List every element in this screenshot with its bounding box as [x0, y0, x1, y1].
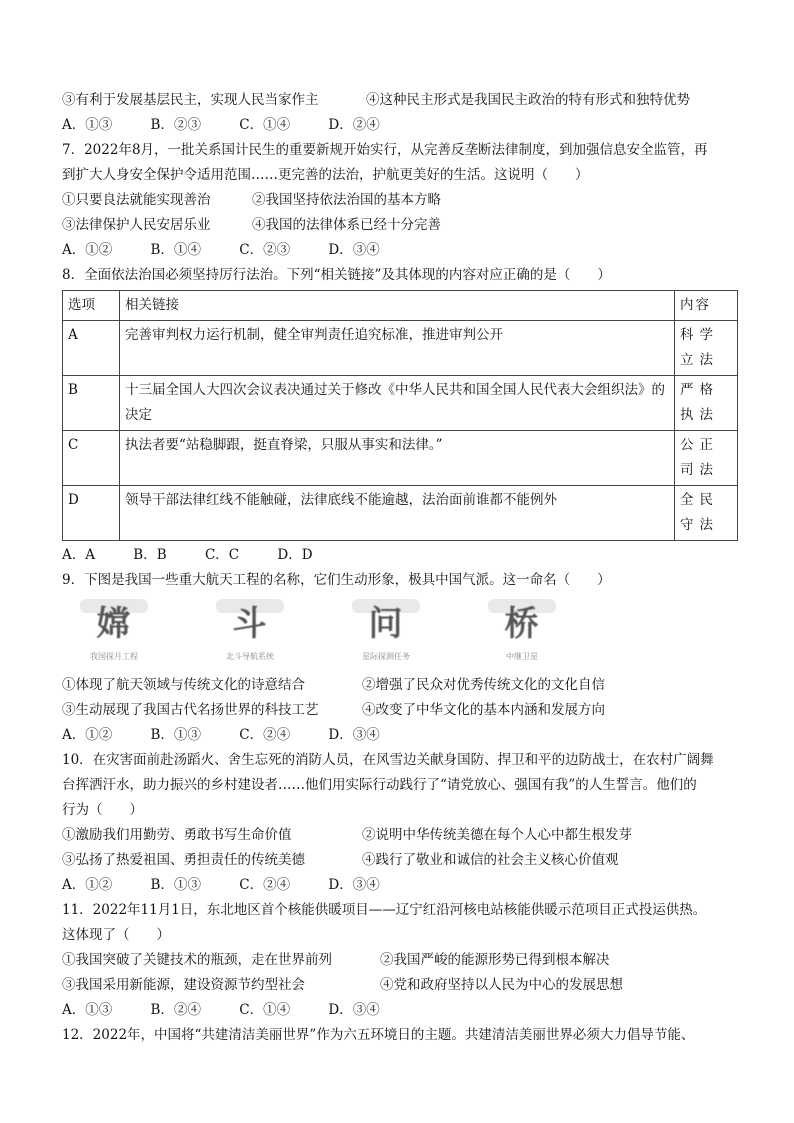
- q10-option-2: ②说明中华传统美德在每个人心中都生根发芽: [362, 827, 632, 843]
- q8-row-b-content: 严格执法: [675, 376, 738, 431]
- q11-option-4: ④党和政府坚持以人民为中心的发展思想: [380, 977, 623, 993]
- q8-row-d-content: 全民守法: [675, 486, 738, 541]
- q9-image-3-caption: 星际探测任务: [362, 652, 410, 661]
- q8-table: [62, 290, 738, 541]
- q9-image-2: [206, 597, 294, 667]
- q7-stem-line-2: 到扩大人身安全保护令适用范围……更完善的法治，护航更美好的生活。这说明（ ）: [62, 167, 589, 183]
- q6-choice-a: A．①③: [62, 117, 113, 133]
- q11-choice-d: D．③④: [328, 1002, 380, 1018]
- q10-option-3: ③弘扬了热爱祖国、勇担责任的传统美德: [62, 852, 305, 868]
- q9-image-1: [70, 597, 158, 667]
- q7-option-1: ①只要良法就能实现善治: [62, 192, 211, 208]
- q9-options-row-1: [62, 673, 742, 698]
- q8-row-a-link: 完善审判权力运行机制，健全审判责任追究标准，推进审判公开: [120, 321, 675, 376]
- q10-stem-line-1: 10．在灾害面前赴汤蹈火、舍生忘死的消防人员，在风雪边关献身国防、捍卫和平的边防战士，在农村广阔舞: [62, 752, 714, 768]
- q6-choice-c: C．①④: [239, 117, 291, 133]
- q6-choice-d: D．②④: [328, 117, 380, 133]
- q8-header-option: 选项: [63, 291, 120, 321]
- q11-options-row-1: [62, 948, 742, 973]
- q8-row-c-link: 执法者要“站稳脚跟，挺直脊梁，只服从事实和法律。”: [120, 431, 675, 486]
- q9-options-row-2: [62, 698, 742, 723]
- q7-choice-c: C．②③: [239, 242, 291, 258]
- q9-image-2-caption: 北斗导航系统: [226, 652, 274, 661]
- q9-image-1-char: 嫦: [96, 604, 132, 644]
- q10-options-row-1: [62, 823, 742, 848]
- q10-options-row-2: [62, 848, 742, 873]
- q8-choice-a: A．A: [62, 547, 95, 563]
- q6-choice-b: B．②③: [150, 117, 201, 133]
- q10-option-4: ④践行了敬业和诚信的社会主义核心价值观: [362, 852, 619, 868]
- q9-image-4-caption: 中继卫星: [506, 652, 538, 661]
- q11-option-1: ①我国突破了关键技术的瓶颈，走在世界前列: [62, 952, 332, 968]
- q9-option-4: ④改变了中华文化的基本内涵和发展方向: [362, 702, 605, 718]
- q8-stem: 8．全面依法治国必须坚持厉行法治。下列“相关链接”及其体现的内容对应正确的是（ ）: [62, 267, 611, 283]
- q9-choice-d: D．③④: [328, 727, 380, 743]
- q7-option-2: ②我国坚持依法治国的基本方略: [252, 192, 441, 208]
- q9-image-3-char: 问: [368, 604, 404, 644]
- q6-options-row-2: [62, 88, 742, 113]
- q9-option-1: ①体现了航天领域与传统文化的诗意结合: [62, 677, 305, 693]
- q12-stem-line-1: 12．2022年，中国将“共建清洁美丽世界”作为六五环境日的主题。共建清洁美丽世界必须大力倡导节能、: [62, 1027, 695, 1043]
- q8-choice-c: C．C: [204, 547, 240, 563]
- q11-choice-b: B．②④: [150, 1002, 201, 1018]
- q9-option-2: ②增强了民众对优秀传统文化的文化自信: [362, 677, 605, 693]
- q11-stem-line-1: 11．2022年11月1日，东北地区首个核能供暖项目——辽宁红沿河核电站核能供暖示范项目正式投运供热。: [62, 902, 707, 918]
- q10-choice-d: D．③④: [328, 877, 380, 893]
- q8-row-b-option: B: [63, 376, 120, 431]
- q7-choice-a: A．①②: [62, 242, 113, 258]
- q8-header-link: 相关链接: [120, 291, 675, 321]
- q7-choice-b: B．①④: [150, 242, 201, 258]
- q7-option-4: ④我国的法律体系已经十分完善: [252, 217, 441, 233]
- q11-stem-line-2: 这体现了（ ）: [62, 927, 170, 943]
- q8-row-c-content: 公正司法: [675, 431, 738, 486]
- q9-image-4: [478, 597, 566, 667]
- q8-table-header: [63, 291, 738, 321]
- q10-choice-b: B．①③: [150, 877, 201, 893]
- q7-choice-d: D．③④: [328, 242, 380, 258]
- table-row: [63, 431, 738, 486]
- q9-choice-a: A．①②: [62, 727, 113, 743]
- q11-option-3: ③我国采用新能源，建设资源节约型社会: [62, 977, 305, 993]
- q9-image-strip: [70, 597, 742, 667]
- q9-image-3: [342, 597, 430, 667]
- q6-option-3: ③有利于发展基层民主，实现人民当家作主: [62, 92, 319, 108]
- q11-options-row-2: [62, 973, 742, 998]
- q10-choices: [62, 873, 742, 898]
- q6-option-4: ④这种民主形式是我国民主政治的特有形式和独特优势: [366, 92, 690, 108]
- q9-choice-c: C．②④: [239, 727, 291, 743]
- q10-stem-line-3: 行为（ ）: [62, 802, 143, 818]
- q9-choices: [62, 723, 742, 748]
- q9-image-4-char: 桥: [504, 604, 540, 644]
- table-row: [63, 486, 738, 541]
- q9-image-1-caption: 我国探月工程: [90, 652, 138, 661]
- q7-stem-line-1: 7．2022年8月，一批关系国计民生的重要新规开始实行，从完善反垄断法律制度，到加强信息安全监管，再: [62, 142, 708, 158]
- q8-row-d-link: 领导干部法律红线不能触碰，法律底线不能逾越，法治面前谁都不能例外: [120, 486, 675, 541]
- q11-option-2: ②我国严峻的能源形势已得到根本解决: [380, 952, 610, 968]
- q7-choices: [62, 238, 742, 263]
- q8-row-c-option: C: [63, 431, 120, 486]
- q6-choices: [62, 113, 742, 138]
- q8-choices: [62, 543, 742, 568]
- q9-option-3: ③生动展现了我国古代名扬世界的科技工艺: [62, 702, 319, 718]
- q10-option-1: ①激励我们用勤劳、勇敢书写生命价值: [62, 827, 292, 843]
- q8-row-d-option: D: [63, 486, 120, 541]
- q8-row-a-option: A: [63, 321, 120, 376]
- exam-page: [62, 88, 742, 1048]
- table-row: [63, 321, 738, 376]
- q9-stem: 9．下图是我国一些重大航天工程的名称，它们生动形象，极具中国气派。这一命名（ ）: [62, 572, 611, 588]
- table-row: [63, 376, 738, 431]
- q9-choice-b: B．①③: [150, 727, 201, 743]
- q8-header-content: 内容: [675, 291, 738, 321]
- q10-choice-a: A．①②: [62, 877, 113, 893]
- q9-image-2-char: 斗: [232, 604, 268, 644]
- q7-options-row-2: [62, 213, 742, 238]
- q8-row-b-link: 十三届全国人大四次会议表决通过关于修改《中华人民共和国全国人民代表大会组织法》的决定: [120, 376, 675, 431]
- q11-choice-a: A．①③: [62, 1002, 113, 1018]
- q11-choice-c: C．①④: [239, 1002, 291, 1018]
- q10-stem-line-2: 台挥洒汗水，助力振兴的乡村建设者……他们用实际行动践行了“请党放心、强国有我”的人生誓言。他们的: [62, 777, 697, 793]
- q11-choices: [62, 998, 742, 1023]
- q8-choice-b: B．B: [133, 547, 167, 563]
- q7-options-row-1: [62, 188, 742, 213]
- q10-choice-c: C．②④: [239, 877, 291, 893]
- q7-option-3: ③法律保护人民安居乐业: [62, 217, 211, 233]
- q8-choice-d: D．D: [277, 547, 313, 563]
- q8-row-a-content: 科学立法: [675, 321, 738, 376]
